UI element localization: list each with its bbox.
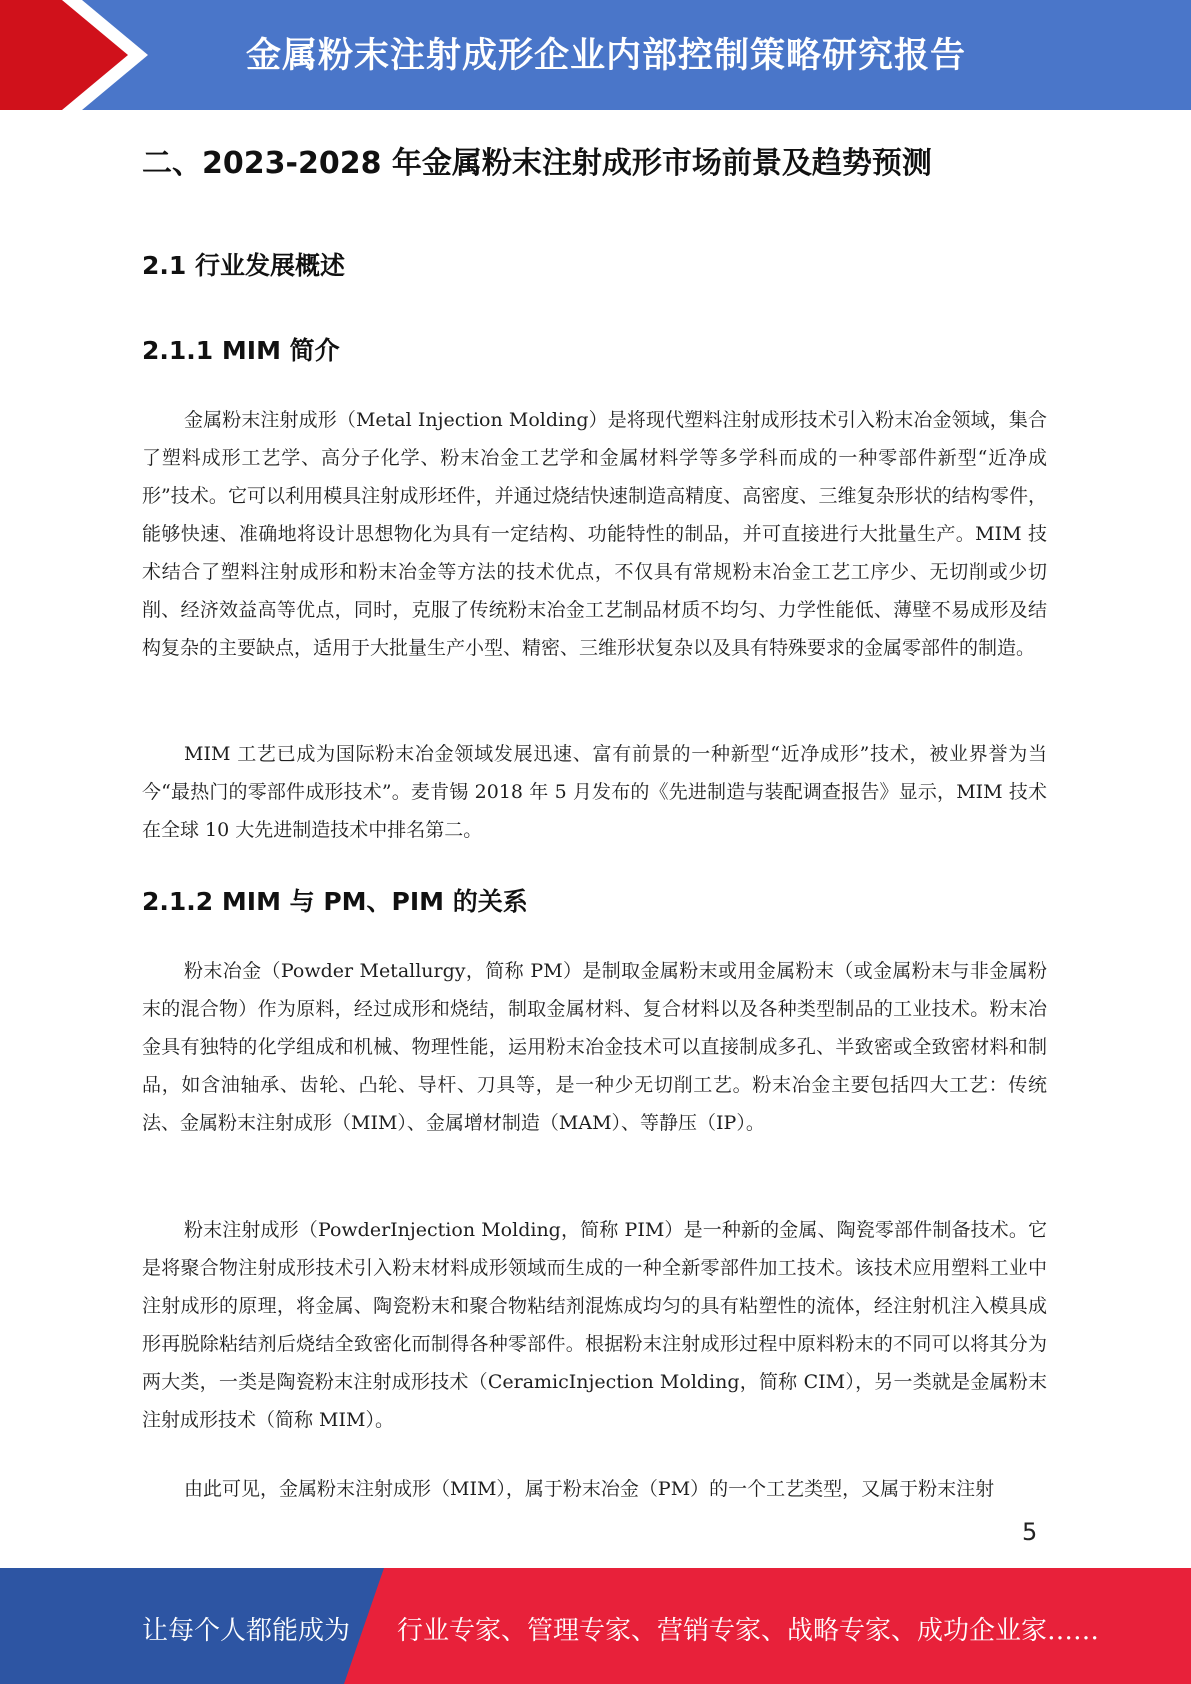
subsection-title: 2.1 行业发展概述 xyxy=(142,251,345,280)
section-title: 二、2023-2028 年金属粉末注射成形市场前景及趋势预测 xyxy=(142,146,932,181)
mim-intro-paragraph-1: 金属粉末注射成形（Metal Injection Molding）是将现代塑料注射成形技术引入粉末冶金领域，集合了塑料成形工艺学、高分子化学、粉末冶金工艺学和金属材料学等多学科而成的一种零部件新型“近净成形”技术。它可以利用模具注射成形坯件，并通过烧结快速制造高精度、高密度、三维复杂形状的结构零件，能够快速、准确地将设计思想物化为具有一定结构、功能特性的制品，并可直接进行大批量生产。MIM 技术结合了塑料注射成形和粉末冶金等方法的技术优点，不仅具有常规粉末冶金工艺工序少、无切削或少切削、经济效益高等优点，同时，克服了传统粉末冶金工艺制品材质不均匀、力学性能低、薄壁不易成形及结构复杂的主要缺点，适用于大批量生产小型、精密、三维形状复杂以及具有特殊要求的金属零部件的制造。 xyxy=(142,409,1047,659)
red-chevron-decoration xyxy=(0,0,160,110)
page-number: 5 xyxy=(1022,1518,1038,1546)
mim-relation-heading: 2.1.2 MIM 与 PM、PIM 的关系 xyxy=(142,887,528,916)
mim-intro-heading: 2.1.1 MIM 简介 xyxy=(142,336,340,365)
footer-slogan-left: 让每个人都能成为 xyxy=(142,1616,351,1646)
mim-relation-paragraph-3: 由此可见，金属粉末注射成形（MIM），属于粉末冶金（PM）的一个工艺类型，又属于粉末注射 xyxy=(184,1478,995,1500)
page-header xyxy=(0,0,1191,110)
header-title: 金属粉末注射成形企业内部控制策略研究报告 xyxy=(246,36,967,76)
mim-relation-paragraph-2: 粉末注射成形（PowderInjection Molding，简称 PIM）是一种新的金属、陶瓷零部件制备技术。它是将聚合物注射成形技术引入粉末材料成形领域而生成的一种全新零部件加工技术。该技术应用塑料工业中注射成形的原理，将金属、陶瓷粉末和聚合物粘结剂混炼成均匀的具有粘塑性的流体，经注射机注入模具成形再脱除粘结剂后烧结全致密化而制得各种零部件。根据粉末注射成形过程中原料粉末的不同可以将其分为两大类，一类是陶瓷粉末注射成形技术（CeramicInjection Molding，简称 CIM），另一类就是金属粉末注射成形技术（简称 MIM）。 xyxy=(142,1219,1047,1431)
mim-intro-paragraph-2: MIM 工艺已成为国际粉末冶金领域发展迅速、富有前景的一种新型“近净成形”技术，被业界誉为当今“最热门的零部件成形技术”。麦肯锡 2018 年 5 月发布的《先进制造与装配调查报告》显示，MIM 技术在全球 10 大先进制造技术中排名第二。 xyxy=(142,743,1047,841)
mim-relation-paragraph-1: 粉末冶金（Powder Metallurgy，简称 PM）是制取金属粉末或用金属粉末（或金属粉末与非金属粉末的混合物）作为原料，经过成形和烧结，制取金属材料、复合材料以及各种类型制品的工业技术。粉末冶金具有独特的化学组成和机械、物理性能，运用粉末冶金技术可以直接制成多孔、半致密或全致密材料和制品，如含油轴承、齿轮、凸轮、导杆、刀具等，是一种少无切削工艺。粉末冶金主要包括四大工艺：传统法、金属粉末注射成形（MIM）、金属增材制造（MAM）、等静压（IP）。 xyxy=(142,960,1047,1134)
page-footer xyxy=(0,1568,1191,1684)
footer-slogan-right: 行业专家、管理专家、营销专家、战略专家、成功企业家…… xyxy=(397,1616,1100,1646)
